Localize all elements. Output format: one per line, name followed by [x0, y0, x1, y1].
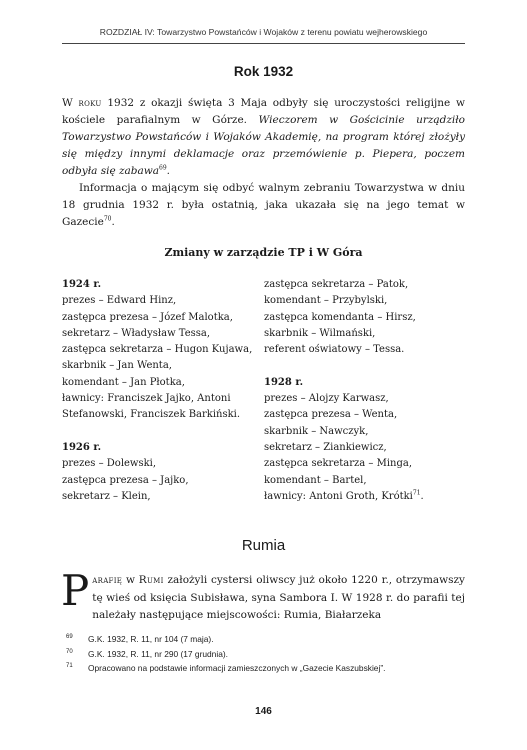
year-1924: 1924 r.: [62, 279, 102, 290]
board-member: komendant – Jan Płotka,: [62, 376, 185, 388]
paragraph-1: [62, 95, 465, 180]
board-member: komendant – Bartel,: [264, 474, 367, 486]
footnotes: [62, 632, 465, 676]
board-member: zastępca sekretarza – Patok,: [264, 279, 409, 290]
board-member-last: [264, 489, 464, 505]
board-member: sekretarz – Władysław Tessa,: [62, 327, 211, 339]
paragraph-1-smallcaps: roku: [78, 97, 102, 109]
paragraph-2-end: .: [111, 216, 115, 228]
board-member: zastępca prezesa – Wenta,: [264, 409, 398, 421]
spacer: [264, 358, 464, 374]
paragraph-2-text: Informacja o mającym się odbyć walnym zebraniu Towarzystwa w dniu 18 grudnia 1932 r. była ostatnią, jaka ukazała się na jego temat w Gazecie: [62, 182, 465, 228]
board-member: skarbnik – Wilmański,: [264, 327, 376, 339]
page-number: 146: [255, 706, 272, 717]
left-column: [62, 277, 262, 505]
spacer: [62, 424, 262, 440]
footnote-text: Opracowano na podstawie informacji zamieszczonych w „Gazecie Kaszubskiej”.: [88, 663, 386, 673]
board-member: skarbnik – Jan Wenta,: [62, 360, 172, 372]
rumia-smallcaps-a: arafię: [92, 574, 123, 586]
header-rule: [62, 43, 465, 44]
footnote-69: [62, 632, 465, 647]
board-member: komendant – Przybylski,: [264, 295, 388, 307]
footnote-70: [62, 647, 465, 662]
board-member: sekretarz – Ziankiewicz,: [264, 441, 387, 453]
board-member: ławnicy: Franciszek Jajko, Antoni: [62, 393, 231, 405]
board-member: zastępca prezesa – Józef Malotka,: [62, 311, 233, 323]
board-member: zastępca prezesa – Jajko,: [62, 474, 189, 486]
subsection-title: Zmiany w zarządzie TP i W Góra: [164, 246, 363, 259]
rumia-paragraph: [61, 566, 465, 625]
line-end: .: [420, 490, 424, 502]
drop-cap: P: [61, 566, 90, 615]
paragraph-1-quote: Wieczorem w Gościcinie urządziło Towarzystwo Powstańców i Wojaków Akademię, na program której złożyły się między innymi deklamacje oraz przemówienie p. Piepera, poczem odbyła się zabawa: [62, 114, 465, 177]
board-member: Stefanowski, Franciszek Barkiński.: [62, 409, 241, 421]
town-title: Rumia: [241, 537, 286, 554]
footnote-ref-70: 70: [103, 215, 112, 223]
board-member: prezes – Edward Hinz,: [62, 295, 177, 307]
footnote-text: G.K. 1932, R. 11, nr 104 (7 maja).: [88, 634, 214, 644]
footnote-ref-69: 69: [159, 164, 167, 172]
footnote-number: 71: [66, 663, 73, 669]
footnote-number: 70: [66, 648, 73, 655]
paragraph-2: [62, 180, 465, 231]
body-text: [62, 95, 465, 231]
board-member: zastępca sekretarza – Hugon Kujawa,: [62, 344, 253, 356]
running-head: ROZDZIAŁ IV: Towarzystwo Powstańców i Wojaków z terenu powiatu wejherowskiego: [99, 27, 428, 37]
board-member: zastępca sekretarza – Minga,: [264, 458, 413, 470]
year-1928: 1928 r.: [264, 376, 304, 388]
board-member: referent oświatowy – Tessa.: [264, 344, 405, 356]
footnote-ref-71: 71: [412, 489, 421, 497]
board-member: sekretarz – Klein,: [62, 490, 151, 502]
rumia-smallcaps-b: Rumi: [138, 574, 164, 586]
right-column: [264, 277, 464, 505]
year-1926: 1926 r.: [62, 441, 102, 453]
board-member-text: ławnicy: Antoni Groth, Krótki: [264, 490, 413, 502]
paragraph-1-text: 1932 z okazji święta 3 Maja odbyły się uroczystości religijne w kościele parafialnym w Górze.: [62, 97, 465, 126]
board-member: prezes – Alojzy Karwasz,: [264, 393, 389, 405]
board-member: zastępca komendanta – Hirsz,: [264, 311, 416, 323]
section-title: Rok 1932: [233, 64, 294, 79]
rumia-text-a: w: [122, 574, 139, 586]
footnote-text: G.K. 1932, R. 11, nr 290 (17 grudnia).: [88, 648, 228, 659]
paragraph-1-first-letter: W: [62, 97, 73, 109]
board-member: prezes – Dolewski,: [62, 458, 157, 470]
board-member: skarbnik – Nawczyk,: [264, 425, 369, 437]
footnote-71: [62, 661, 465, 676]
footnote-number: 69: [66, 634, 73, 640]
rumia-text-b: założyli cystersi oliwscy już około 1220 r., otrzymawszy tę wieś od księcia Subisława, syna Sambora I. W 1928 r. do parafii tej należały następujące miejscowości: Rumia, Białarzeka: [92, 574, 465, 621]
paragraph-1-end: .: [166, 165, 171, 177]
